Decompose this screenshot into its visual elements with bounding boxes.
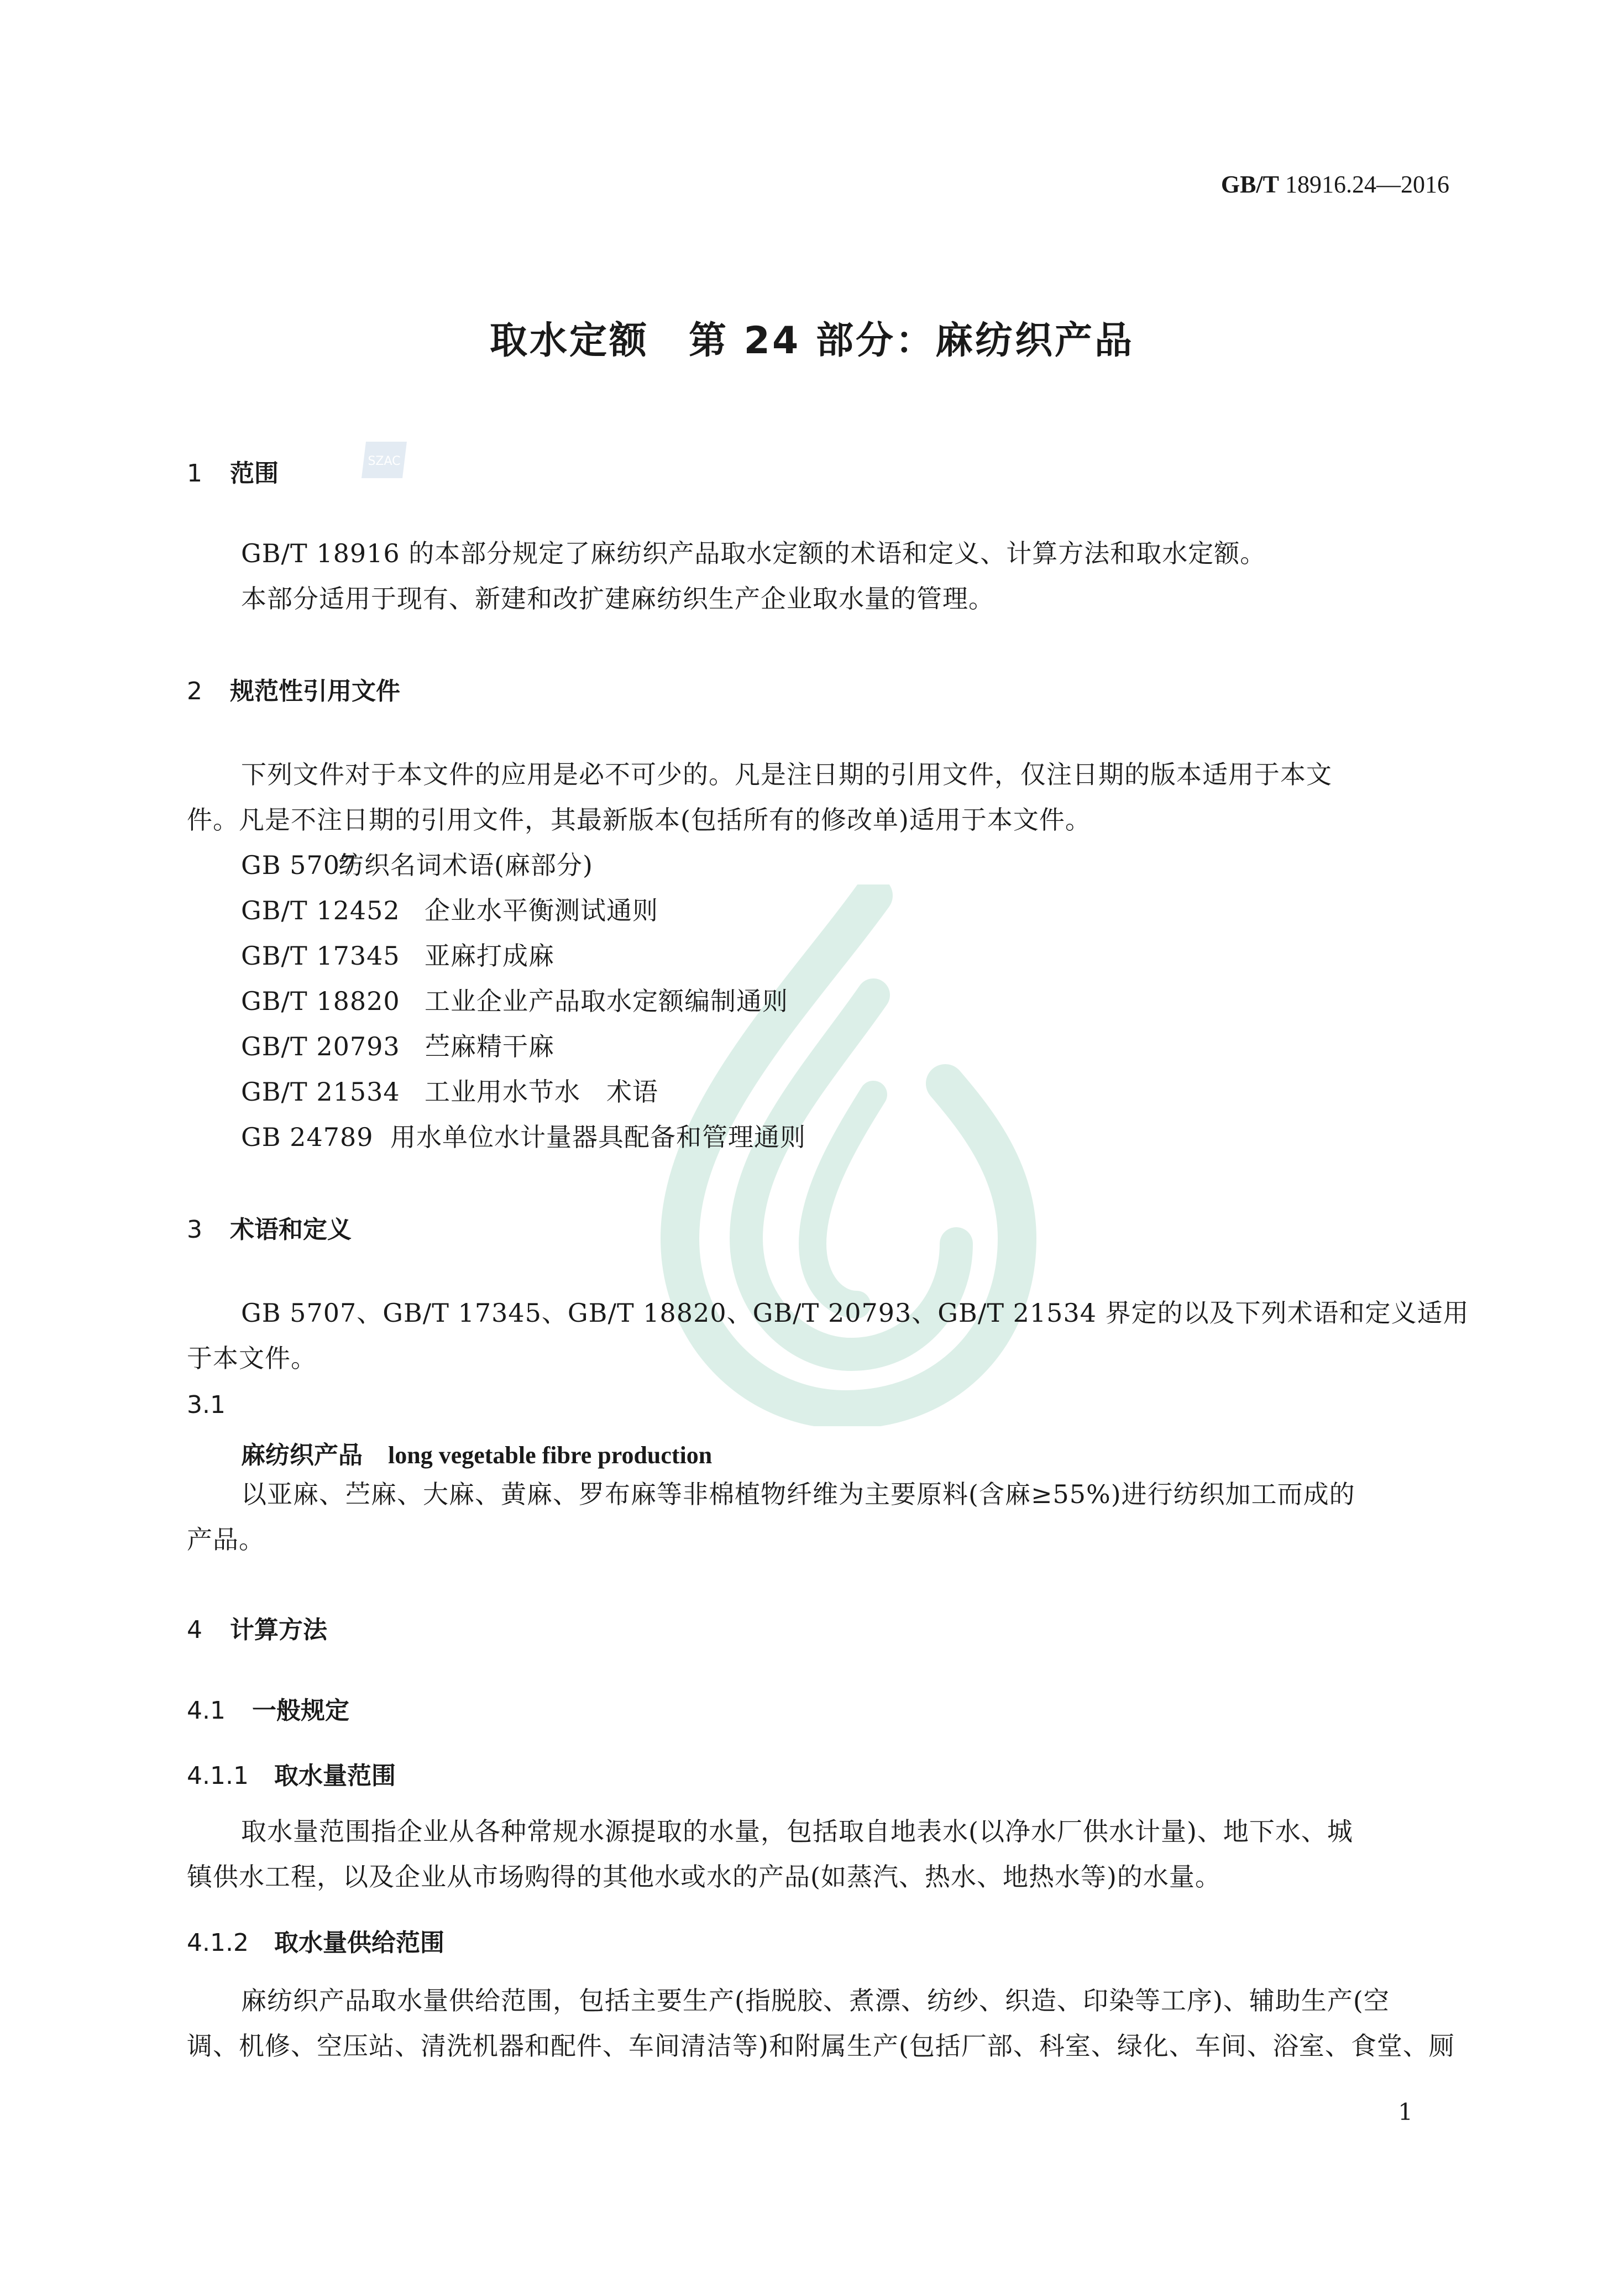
terms-intro-line-2: 于本文件。 — [187, 1343, 317, 1373]
supply-scope-line-1: 麻纺织产品取水量供给范围，包括主要生产(指脱胶、煮漂、纺纱、织造、印染等工序)、辅助生产(空 — [241, 1986, 1390, 2015]
section-2-heading: 2 规范性引用文件 — [187, 677, 400, 705]
szac-logo-watermark-icon — [358, 439, 410, 480]
term-3-1-definition-line-1: 以亚麻、苎麻、大麻、黄麻、罗布麻等非棉植物纤维为主要原料(含麻≥55%)进行纺织加工而成的 — [241, 1479, 1355, 1509]
szac-logo-text: SZAC — [368, 454, 401, 468]
section-1-heading: 1 范围 — [187, 459, 279, 488]
standard-code — [1221, 170, 1449, 198]
intake-scope-line-1: 取水量范围指企业从各种常规水源提取的水量，包括取自地表水(以净水厂供水计量)、地下水、城 — [241, 1816, 1353, 1846]
references-intro-line-2: 件。凡是不注日期的引用文件，其最新版本(包括所有的修改单)适用于本文件。 — [187, 805, 1091, 835]
references-intro-line-1: 下列文件对于本文件的应用是必不可少的。凡是注日期的引用文件，仅注日期的版本适用于本文 — [241, 760, 1332, 789]
term-3-1-definition-line-2: 产品。 — [187, 1525, 265, 1554]
section-4-1-1-heading: 4.1.1 取水量范围 — [187, 1762, 396, 1790]
intake-scope-line-2: 镇供水工程，以及企业从市场购得的其他水或水的产品(如蒸汽、热水、地热水等)的水量。 — [187, 1862, 1221, 1892]
standard-code-number: 18916.24—2016 — [1285, 171, 1449, 198]
reference-item: GB/T 18820 工业企业产品取水定额编制通则 — [241, 986, 788, 1016]
reference-item: GB/T 17345 亚麻打成麻 — [241, 941, 554, 971]
reference-item: GB 5707纺织名词术语(麻部分) — [241, 850, 593, 880]
page-number: 1 — [1398, 2098, 1413, 2126]
terms-intro-line-1: GB 5707、GB/T 17345、GB/T 18820、GB/T 20793、GB/T 21534 界定的以及下列术语和定义适用 — [241, 1298, 1469, 1328]
reference-item: GB/T 20793 苎麻精干麻 — [241, 1032, 554, 1061]
section-4-1-heading: 4.1 一般规定 — [187, 1697, 349, 1725]
supply-scope-line-2: 调、机修、空压站、清洗机器和配件、车间清洁等)和附属生产(包括厂部、科室、绿化、车间、浴室、食堂、厕 — [187, 2031, 1455, 2061]
section-4-heading: 4 计算方法 — [187, 1616, 327, 1644]
section-4-1-2-heading: 4.1.2 取水量供给范围 — [187, 1929, 444, 1957]
reference-item: GB/T 12452 企业水平衡测试通则 — [241, 896, 658, 925]
document-title: 取水定额 第 24 部分：麻纺织产品 — [490, 319, 1134, 363]
section-3-heading: 3 术语和定义 — [187, 1216, 352, 1244]
term-3-1-number: 3.1 — [187, 1391, 226, 1419]
term-3-1-title: 麻纺织产品 long vegetable fibre production — [241, 1441, 713, 1469]
standard-code-prefix: GB/T — [1220, 171, 1279, 198]
scope-paragraph-1: GB/T 18916 的本部分规定了麻纺织产品取水定额的术语和定义、计算方法和取水定额。 — [241, 538, 1266, 568]
reference-item: GB 24789 用水单位水计量器具配备和管理通则 — [241, 1122, 806, 1152]
scope-paragraph-2: 本部分适用于现有、新建和改扩建麻纺织生产企业取水量的管理。 — [241, 584, 994, 614]
reference-item: GB/T 21534 工业用水节水 术语 — [241, 1077, 658, 1107]
